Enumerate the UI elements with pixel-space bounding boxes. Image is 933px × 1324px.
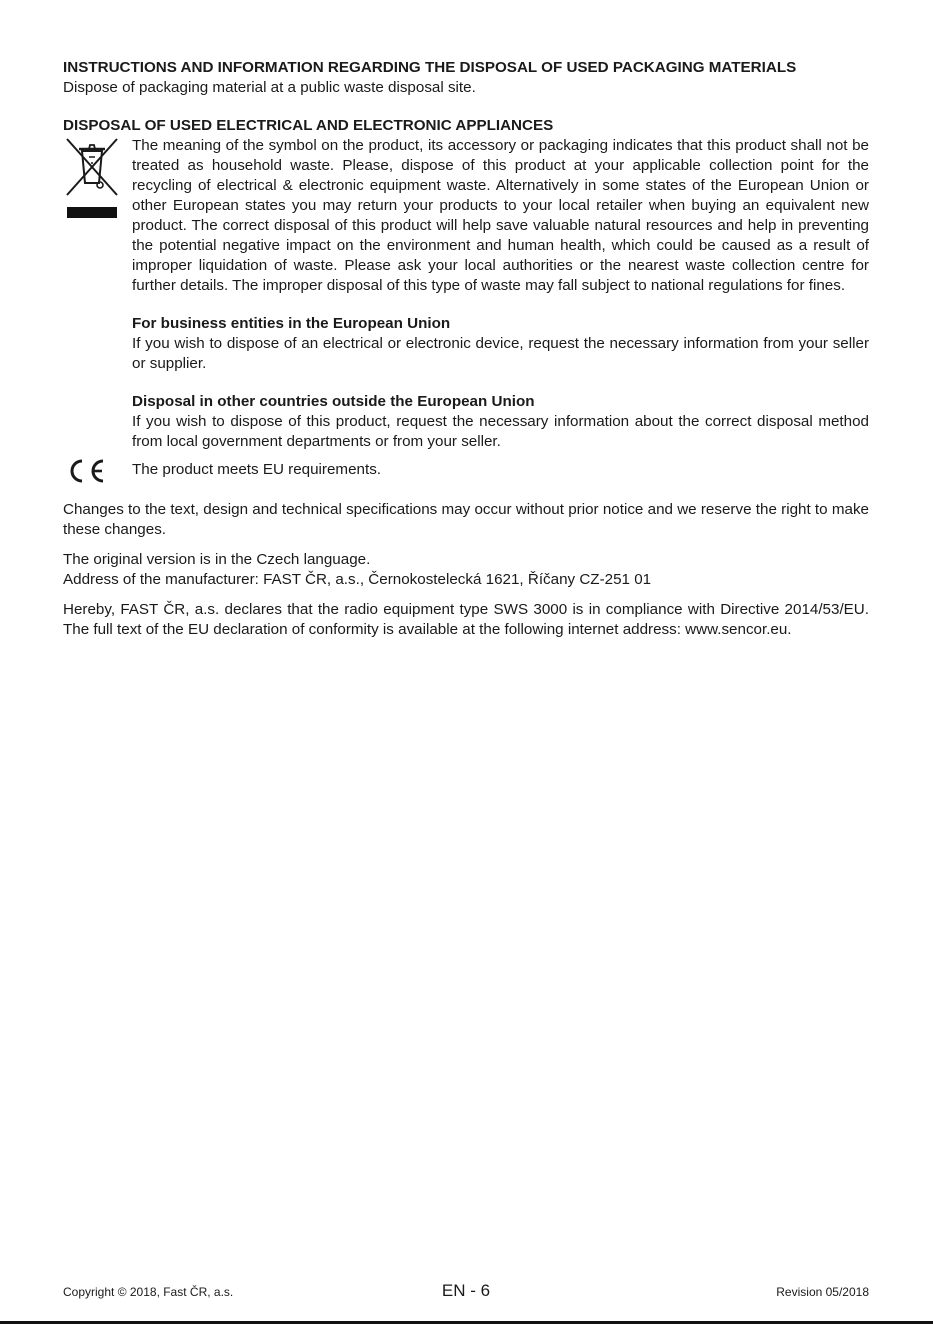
footer-page-number: EN - 6 bbox=[441, 1281, 491, 1300]
weee-heading: DISPOSAL OF USED ELECTRICAL AND ELECTRONIC APPLIANCES bbox=[63, 117, 554, 134]
manufacturer-address: Address of the manufacturer: FAST ČR, a.s., Černokostelecká 1621, Říčany CZ-251 01 bbox=[63, 571, 652, 588]
business-eu-text: If you wish to dispose of an electrical or electronic device, request the necessary information from your seller or supplier. bbox=[132, 335, 869, 372]
ce-section bbox=[63, 460, 869, 482]
footer-revision: Revision 05/2018 bbox=[776, 1285, 869, 1299]
business-eu-heading: For business entities in the European Union bbox=[132, 315, 451, 332]
changes-text: Changes to the text, design and technical specifications may occur without prior notice and we reserve the right to make these changes. bbox=[63, 501, 869, 538]
footer-copyright: Copyright © 2018, Fast ČR, a.s. bbox=[63, 1285, 234, 1299]
ce-mark-icon bbox=[63, 456, 109, 486]
packaging-text: Dispose of packaging material at a public waste disposal site. bbox=[63, 79, 476, 96]
weee-text: The meaning of the symbol on the product, its accessory or packaging indicates that this product shall not be treated as household waste. Please, dispose of this product at your applicable collection point for the recycling of electrical & electronic equipment waste. Alternatively in some states of the European Union or other European states you may return your products to your local retailer when buying an equivalent new product. The correct disposal of this product will help save valuable natural resources and help in preventing the potential negative impact on the environment and human health, which could be caused as a result of improper liquidation of waste. Please ask your local authorities or the nearest waste collection centre for further details. The improper disposal of this type of waste may fall subject to national regulations for fines. bbox=[132, 137, 869, 294]
page-footer bbox=[63, 1281, 869, 1303]
packaging-heading: INSTRUCTIONS AND INFORMATION REGARDING THE DISPOSAL OF USED PACKAGING MATERIALS bbox=[63, 59, 797, 76]
crossed-out-wheelie-bin-icon bbox=[63, 137, 121, 219]
document-body bbox=[63, 58, 869, 640]
outside-eu-heading: Disposal in other countries outside the European Union bbox=[132, 393, 535, 410]
declaration-text: Hereby, FAST ČR, a.s. declares that the radio equipment type SWS 3000 is in compliance with Directive 2014/53/EU. The full text of the EU declaration of conformity is available at the following internet address: www.sencor.eu. bbox=[63, 601, 869, 638]
original-version-text: The original version is in the Czech language. bbox=[63, 551, 371, 568]
outside-eu-text: If you wish to dispose of this product, request the necessary information about the correct disposal method from local government departments or from your seller. bbox=[132, 413, 869, 450]
ce-text: The product meets EU requirements. bbox=[132, 461, 382, 478]
weee-section bbox=[63, 136, 869, 296]
